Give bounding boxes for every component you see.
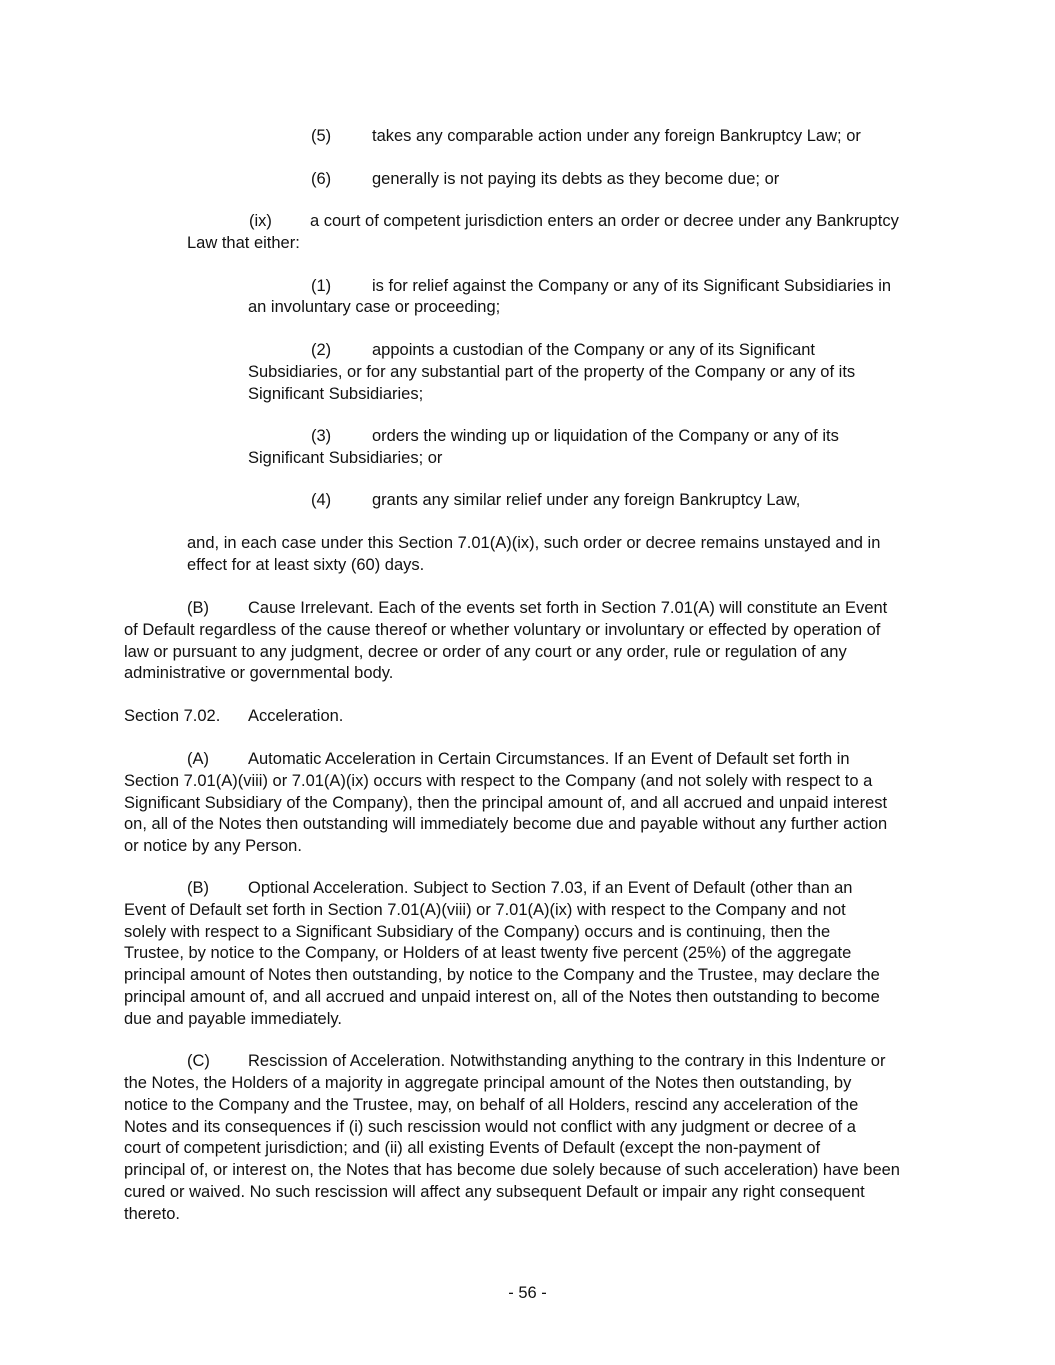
paragraph-line: cured or waived. No such rescission will affect any subsequent Default or impair any right consequent <box>124 1183 865 1201</box>
clause-number: (1) <box>311 277 332 295</box>
clause-number: (C) <box>187 1052 210 1070</box>
paragraph-line: administrative or governmental body. <box>124 664 394 682</box>
tail-paragraph-line: and, in each case under this Section 7.01(A)(ix), such order or decree remains unstayed and in <box>187 534 881 552</box>
clause-number: (ix) <box>249 212 272 230</box>
clause-text-continuation: Law that either: <box>187 234 300 252</box>
clause-text: takes any comparable action under any foreign Bankruptcy Law; or <box>372 127 861 145</box>
paragraph-line: principal amount of, and all accrued and unpaid interest on, all of the Notes then outstanding to become <box>124 988 880 1006</box>
clause-text-continuation: Subsidiaries, or for any substantial part of the property of the Company or any of its <box>248 363 856 381</box>
paragraph-line: Cause Irrelevant. Each of the events set forth in Section 7.01(A) will constitute an Event <box>248 599 888 617</box>
paragraph-line: on, all of the Notes then outstanding will immediately become due and payable without any further action <box>124 815 888 833</box>
paragraph-line: principal amount of Notes then outstanding, by notice to the Company and the Trustee, may declare the <box>124 966 880 984</box>
clause-text: orders the winding up or liquidation of the Company or any of its <box>372 427 839 445</box>
tail-paragraph-line: effect for at least sixty (60) days. <box>187 556 425 574</box>
optional-acceleration-paragraph <box>187 878 852 900</box>
clause-text-continuation: an involuntary case or proceeding; <box>248 298 501 316</box>
clause-item-4 <box>311 490 800 512</box>
paragraph-line: Automatic Acceleration in Certain Circumstances. If an Event of Default set forth in <box>248 750 850 768</box>
paragraph-line: thereto. <box>124 1205 180 1223</box>
clause-text-continuation: Significant Subsidiaries; <box>248 385 424 403</box>
clause-item-3 <box>311 426 839 448</box>
clause-text: appoints a custodian of the Company or any of its Significant <box>372 341 816 359</box>
paragraph-line: Event of Default set forth in Section 7.01(A)(viii) or 7.01(A)(ix) with respect to the Company and not <box>124 901 846 919</box>
paragraph-line: Trustee, by notice to the Company, or Holders of at least twenty five percent (25%) of the aggregate <box>124 944 852 962</box>
section-title: Acceleration. <box>248 707 344 725</box>
cause-irrelevant-paragraph <box>187 598 887 620</box>
paragraph-line: of Default regardless of the cause thereof or whether voluntary or involuntary or effected by operation of <box>124 621 881 639</box>
clause-text: grants any similar relief under any foreign Bankruptcy Law, <box>372 491 801 509</box>
paragraph-line: notice to the Company and the Trustee, may, on behalf of all Holders, rescind any acceleration of the <box>124 1096 859 1114</box>
clause-item-2 <box>311 340 815 362</box>
clause-item-1 <box>311 276 891 298</box>
clause-number: (6) <box>311 170 332 188</box>
paragraph-line: Rescission of Acceleration. Notwithstanding anything to the contrary in this Indenture or <box>248 1052 886 1070</box>
clause-number: (4) <box>311 491 332 509</box>
paragraph-line: law or pursuant to any judgment, decree or order of any court or any order, rule or regulation of any <box>124 643 847 661</box>
clause-number: (B) <box>187 879 209 897</box>
clause-number: (A) <box>187 750 209 768</box>
clause-number: (5) <box>311 127 332 145</box>
clause-item-5 <box>311 126 861 148</box>
clause-number: (B) <box>187 599 209 617</box>
clause-number: (3) <box>311 427 332 445</box>
clause-text: is for relief against the Company or any of its Significant Subsidiaries in <box>372 277 892 295</box>
paragraph-line: the Notes, the Holders of a majority in aggregate principal amount of the Notes then outstanding, by <box>124 1074 852 1092</box>
paragraph-line: solely with respect to a Significant Subsidiary of the Company) occurs and is continuing, then the <box>124 923 831 941</box>
rescission-paragraph <box>187 1051 885 1073</box>
paragraph-line: court of competent jurisdiction; and (ii) all existing Events of Default (except the non-payment of <box>124 1139 821 1157</box>
paragraph-line: due and payable immediately. <box>124 1010 342 1028</box>
paragraph-line: Optional Acceleration. Subject to Section 7.03, if an Event of Default (other than an <box>248 879 853 897</box>
paragraph-line: Significant Subsidiary of the Company), then the principal amount of, and all accrued and unpaid interest <box>124 794 888 812</box>
section-label: Section 7.02. <box>124 707 221 725</box>
section-heading <box>124 706 343 728</box>
paragraph-line: Section 7.01(A)(viii) or 7.01(A)(ix) occurs with respect to the Company (and not solely with respect to a <box>124 772 873 790</box>
clause-text: a court of competent jurisdiction enters an order or decree under any Bankruptcy <box>310 212 899 230</box>
clause-item-ix <box>249 211 899 233</box>
clause-item-6 <box>311 169 779 191</box>
clause-number: (2) <box>311 341 332 359</box>
page-number: - 56 - <box>508 1284 547 1302</box>
paragraph-line: or notice by any Person. <box>124 837 302 855</box>
paragraph-line: principal of, or interest on, the Notes that has become due solely because of such acceleration) have been <box>124 1161 900 1179</box>
automatic-acceleration-paragraph <box>187 749 850 771</box>
paragraph-line: Notes and its consequences if (i) such rescission would not conflict with any judgment or decree of a <box>124 1118 856 1136</box>
clause-text-continuation: Significant Subsidiaries; or <box>248 449 443 467</box>
clause-text: generally is not paying its debts as they become due; or <box>372 170 780 188</box>
